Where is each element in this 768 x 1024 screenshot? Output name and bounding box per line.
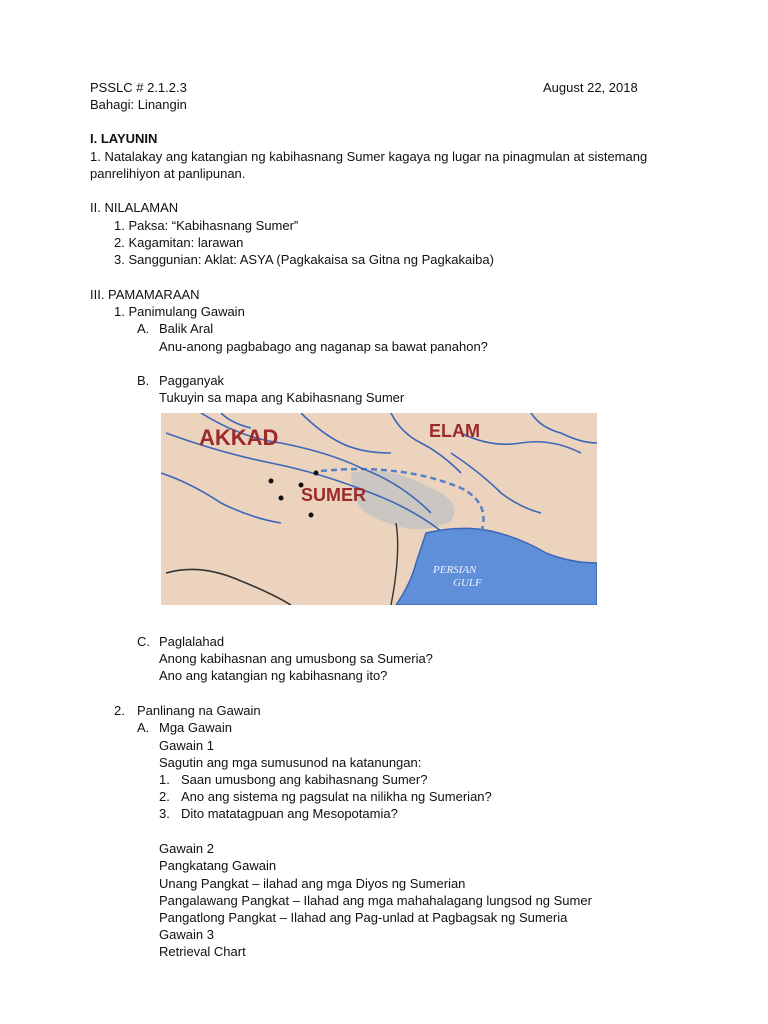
city-marker	[314, 471, 319, 476]
objectives-heading: I. LAYUNIN	[90, 131, 158, 146]
procedure-heading: III. PAMAMARAAN	[90, 287, 200, 302]
section-a-text: Anu-anong pagbabago ang naganap sa bawat panahon?	[159, 339, 488, 354]
content-item-materials: 2. Kagamitan: larawan	[114, 235, 244, 250]
map-label-akkad: AKKAD	[199, 425, 279, 450]
objective-line-2: panrelihiyon at panlipunan.	[90, 166, 246, 181]
section-c-title: Paglalahad	[159, 634, 225, 649]
section-b-title: Pagganyak	[159, 373, 225, 388]
city-marker	[279, 496, 284, 501]
content-item-reference: 3. Sanggunian: Aklat: ASYA (Pagkakaisa sa Gitna ng Pagkakaiba)	[114, 252, 494, 267]
question-2-text: Ano ang sistema ng pagsulat na nilikha ng Sumerian?	[181, 789, 492, 804]
section-c-text-2: Ano ang katangian ng kabihasnang ito?	[159, 668, 388, 683]
step-1-title: 1. Panimulang Gawain	[114, 304, 245, 319]
content-heading: II. NILALAMAN	[90, 200, 179, 215]
section-b-label: B.	[137, 373, 150, 388]
question-3-text: Dito matatagpuan ang Mesopotamia?	[181, 806, 398, 821]
map-label-persian: PERSIAN	[433, 564, 477, 576]
gawain-1-instruction: Sagutin ang mga sumusunod na katanungan:	[159, 755, 422, 770]
group-2-task: Pangalawang Pangkat – Ilahad ang mga mahahalagang lungsod ng Sumer	[159, 893, 592, 908]
question-2-number: 2.	[159, 789, 170, 804]
section-a-title: Balik Aral	[159, 321, 214, 336]
gawain-1-title: Gawain 1	[159, 738, 214, 753]
city-marker	[269, 479, 274, 484]
section-a-label: A.	[137, 321, 150, 336]
step-2-title: Panlinang na Gawain	[137, 703, 261, 718]
retrieval-chart-title: Retrieval Chart	[159, 944, 246, 959]
city-marker	[309, 513, 314, 518]
section-a2-title: Mga Gawain	[159, 720, 232, 735]
group-3-task: Pangatlong Pangkat – Ilahad ang Pag-unlad at Pagbagsak ng Sumeria	[159, 910, 568, 925]
map-label-gulf: GULF	[453, 577, 482, 589]
map-label-sumer: SUMER	[301, 485, 367, 505]
question-3-number: 3.	[159, 806, 170, 821]
map-label-elam: ELAM	[429, 421, 480, 441]
step-2-number: 2.	[114, 703, 125, 718]
question-1-number: 1.	[159, 772, 170, 787]
gawain-3-title: Gawain 3	[159, 927, 214, 942]
section-a2-label: A.	[137, 720, 150, 735]
section-b-text: Tukuyin sa mapa ang Kabihasnang Sumer	[159, 390, 405, 405]
sumer-map	[161, 413, 597, 605]
lesson-date: August 22, 2018	[543, 80, 638, 95]
gawain-2-title: Gawain 2	[159, 841, 214, 856]
lesson-part: Bahagi: Linangin	[90, 97, 187, 112]
question-1-text: Saan umusbong ang kabihasnang Sumer?	[181, 772, 428, 787]
section-c-label: C.	[137, 634, 150, 649]
objective-line-1: 1. Natalakay ang katangian ng kabihasnang Sumer kagaya ng lugar na pinagmulan at sistemang	[90, 149, 648, 164]
content-item-topic: 1. Paksa: “Kabihasnang Sumer”	[114, 218, 299, 233]
group-work-title: Pangkatang Gawain	[159, 858, 277, 873]
section-c-text-1: Anong kabihasnan ang umusbong sa Sumeria?	[159, 651, 433, 666]
group-1-task: Unang Pangkat – ilahad ang mga Diyos ng Sumerian	[159, 876, 466, 891]
psslc-code: PSSLC # 2.1.2.3	[90, 80, 187, 95]
